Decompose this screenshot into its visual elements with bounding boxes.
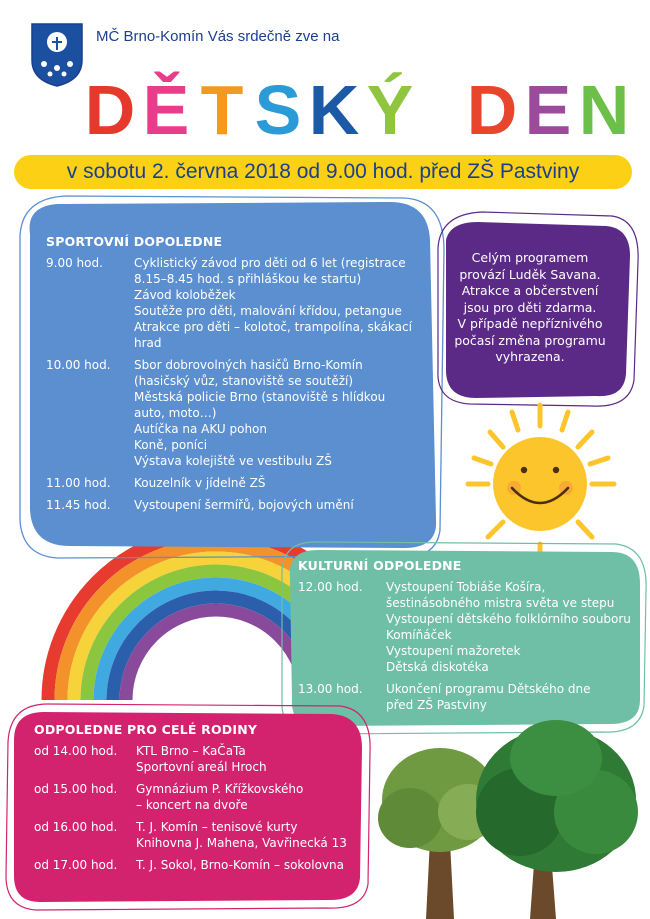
program-description [136, 857, 344, 873]
title-letter: E [524, 71, 572, 149]
program-time: 12.00 hod. [298, 580, 363, 594]
program-time: 13.00 hod. [298, 682, 363, 696]
program-line: před ZŠ Pastviny [386, 698, 487, 712]
program-row [34, 857, 364, 873]
program-description [386, 579, 631, 675]
program-line: Závod koloběžek [134, 288, 236, 302]
program-row [34, 781, 364, 813]
title-letter: Ě [142, 71, 190, 149]
info-line: provází Luděk Savana. [459, 266, 601, 282]
invite-text: MČ Brno-Komín Vás srdečně zve na [96, 28, 340, 45]
program-line: KTL Brno – KaČaTa [136, 744, 246, 758]
program-line: Soutěže pro děti, malování křídou, petangue [134, 304, 402, 318]
info-line: Atrakce a občerstvení [461, 283, 599, 298]
program-line: Knihovna J. Mahena, Vavřinecká 13 [136, 836, 347, 850]
program-line: Výstava kolejiště ve vestibulu ZŠ [134, 454, 332, 468]
program-line: Gymnázium P. Křížkovského [136, 782, 304, 796]
program-row [34, 743, 364, 775]
info-line: jsou pro děti zdarma. [463, 299, 597, 315]
program-description [136, 819, 347, 851]
program-line: – koncert na dvoře [136, 798, 248, 812]
program-line: Sbor dobrovolných hasičů Brno-Komín [134, 358, 363, 372]
title-gap [418, 70, 464, 150]
sun-image [468, 405, 614, 562]
program-description [134, 497, 354, 513]
program-line: Vystoupení Tobiáše Košíra, [386, 580, 546, 594]
trees-image [378, 720, 638, 919]
program-description [386, 681, 590, 713]
program-time: od 14.00 hod. [34, 744, 118, 758]
program-time: 9.00 hod. [46, 256, 103, 270]
program-line: T. J. Sokol, Brno-Komín – sokolovna [136, 858, 345, 872]
title-letter: N [578, 71, 630, 149]
program-row [46, 255, 412, 351]
title-letter: S [254, 71, 302, 149]
program-line: Sportovní areál Hroch [136, 760, 267, 774]
title-letter: K [308, 71, 360, 149]
program-description [134, 255, 412, 351]
program-time: od 15.00 hod. [34, 782, 118, 796]
date-banner: v sobotu 2. června 2018 od 9.00 hod. před ZŠ Pastviny [14, 155, 632, 189]
page-title [82, 70, 632, 150]
family-heading: ODPOLEDNE PRO CELÉ RODINY [34, 722, 258, 737]
program-description [136, 781, 303, 813]
program-line: Koně, poníci [134, 438, 208, 452]
title-letter: D [84, 71, 136, 149]
program-line: Autíčka na AKU pohon [134, 422, 267, 436]
program-line: Vystoupení šermířů, bojových umění [134, 498, 354, 512]
info-line: Celým programem [471, 250, 589, 265]
info-text [446, 250, 614, 366]
program-line: Kouzelník v jídelně ZŠ [134, 476, 266, 490]
afternoon-heading: KULTURNÍ ODPOLEDNE [298, 558, 462, 573]
program-line: Cyklistický závod pro děti od 6 let (registrace [134, 256, 406, 270]
program-time: 11.00 hod. [46, 476, 111, 490]
program-line: Komíňáček [386, 628, 452, 642]
afternoon-program [298, 558, 638, 713]
program-time: 10.00 hod. [46, 358, 111, 372]
program-row [34, 819, 364, 851]
info-line: počasí změna programu [454, 332, 606, 348]
family-program [34, 722, 364, 873]
program-line: hrad [134, 336, 162, 350]
program-description [136, 743, 267, 775]
program-line: auto, moto…) [134, 406, 217, 420]
program-row [46, 475, 406, 491]
program-row [46, 497, 406, 513]
title-letter: T [200, 71, 244, 149]
info-line: V případě nepříznivého [457, 316, 603, 331]
coat-of-arms-logo [30, 22, 84, 88]
program-line: Dětská diskotéka [386, 660, 489, 674]
program-line: Vystoupení dětského folklórního souboru [386, 612, 631, 626]
program-line: (hasičský vůz, stanoviště se soutěží) [134, 374, 354, 388]
program-time: od 16.00 hod. [34, 820, 118, 834]
program-time: od 17.00 hod. [34, 858, 118, 872]
program-line: šestinásobného mistra světa ve stepu [386, 596, 615, 610]
program-description [134, 475, 266, 491]
program-row [46, 357, 406, 469]
program-row [298, 681, 638, 713]
program-line: Atrakce pro děti – kolotoč, trampolína, skákací [134, 320, 412, 334]
program-row [298, 579, 638, 675]
program-time: 11.45 hod. [46, 498, 111, 512]
program-line: 8.15–8.45 hod. s přihláškou ke startu) [134, 272, 362, 286]
program-line: T. J. Komín – tenisové kurty [136, 820, 298, 834]
info-line: vyhrazena. [495, 349, 565, 364]
program-line: Vystoupení mažoretek [386, 644, 521, 658]
morning-heading: SPORTOVNÍ DOPOLEDNE [46, 234, 223, 249]
title-letter: D [466, 71, 518, 149]
program-description [134, 357, 385, 469]
title-letter: Ý [366, 71, 414, 149]
morning-program [46, 234, 412, 513]
program-line: Městská policie Brno (stanoviště s hlídkou [134, 390, 386, 404]
program-line: Ukončení programu Dětského dne [386, 682, 591, 696]
